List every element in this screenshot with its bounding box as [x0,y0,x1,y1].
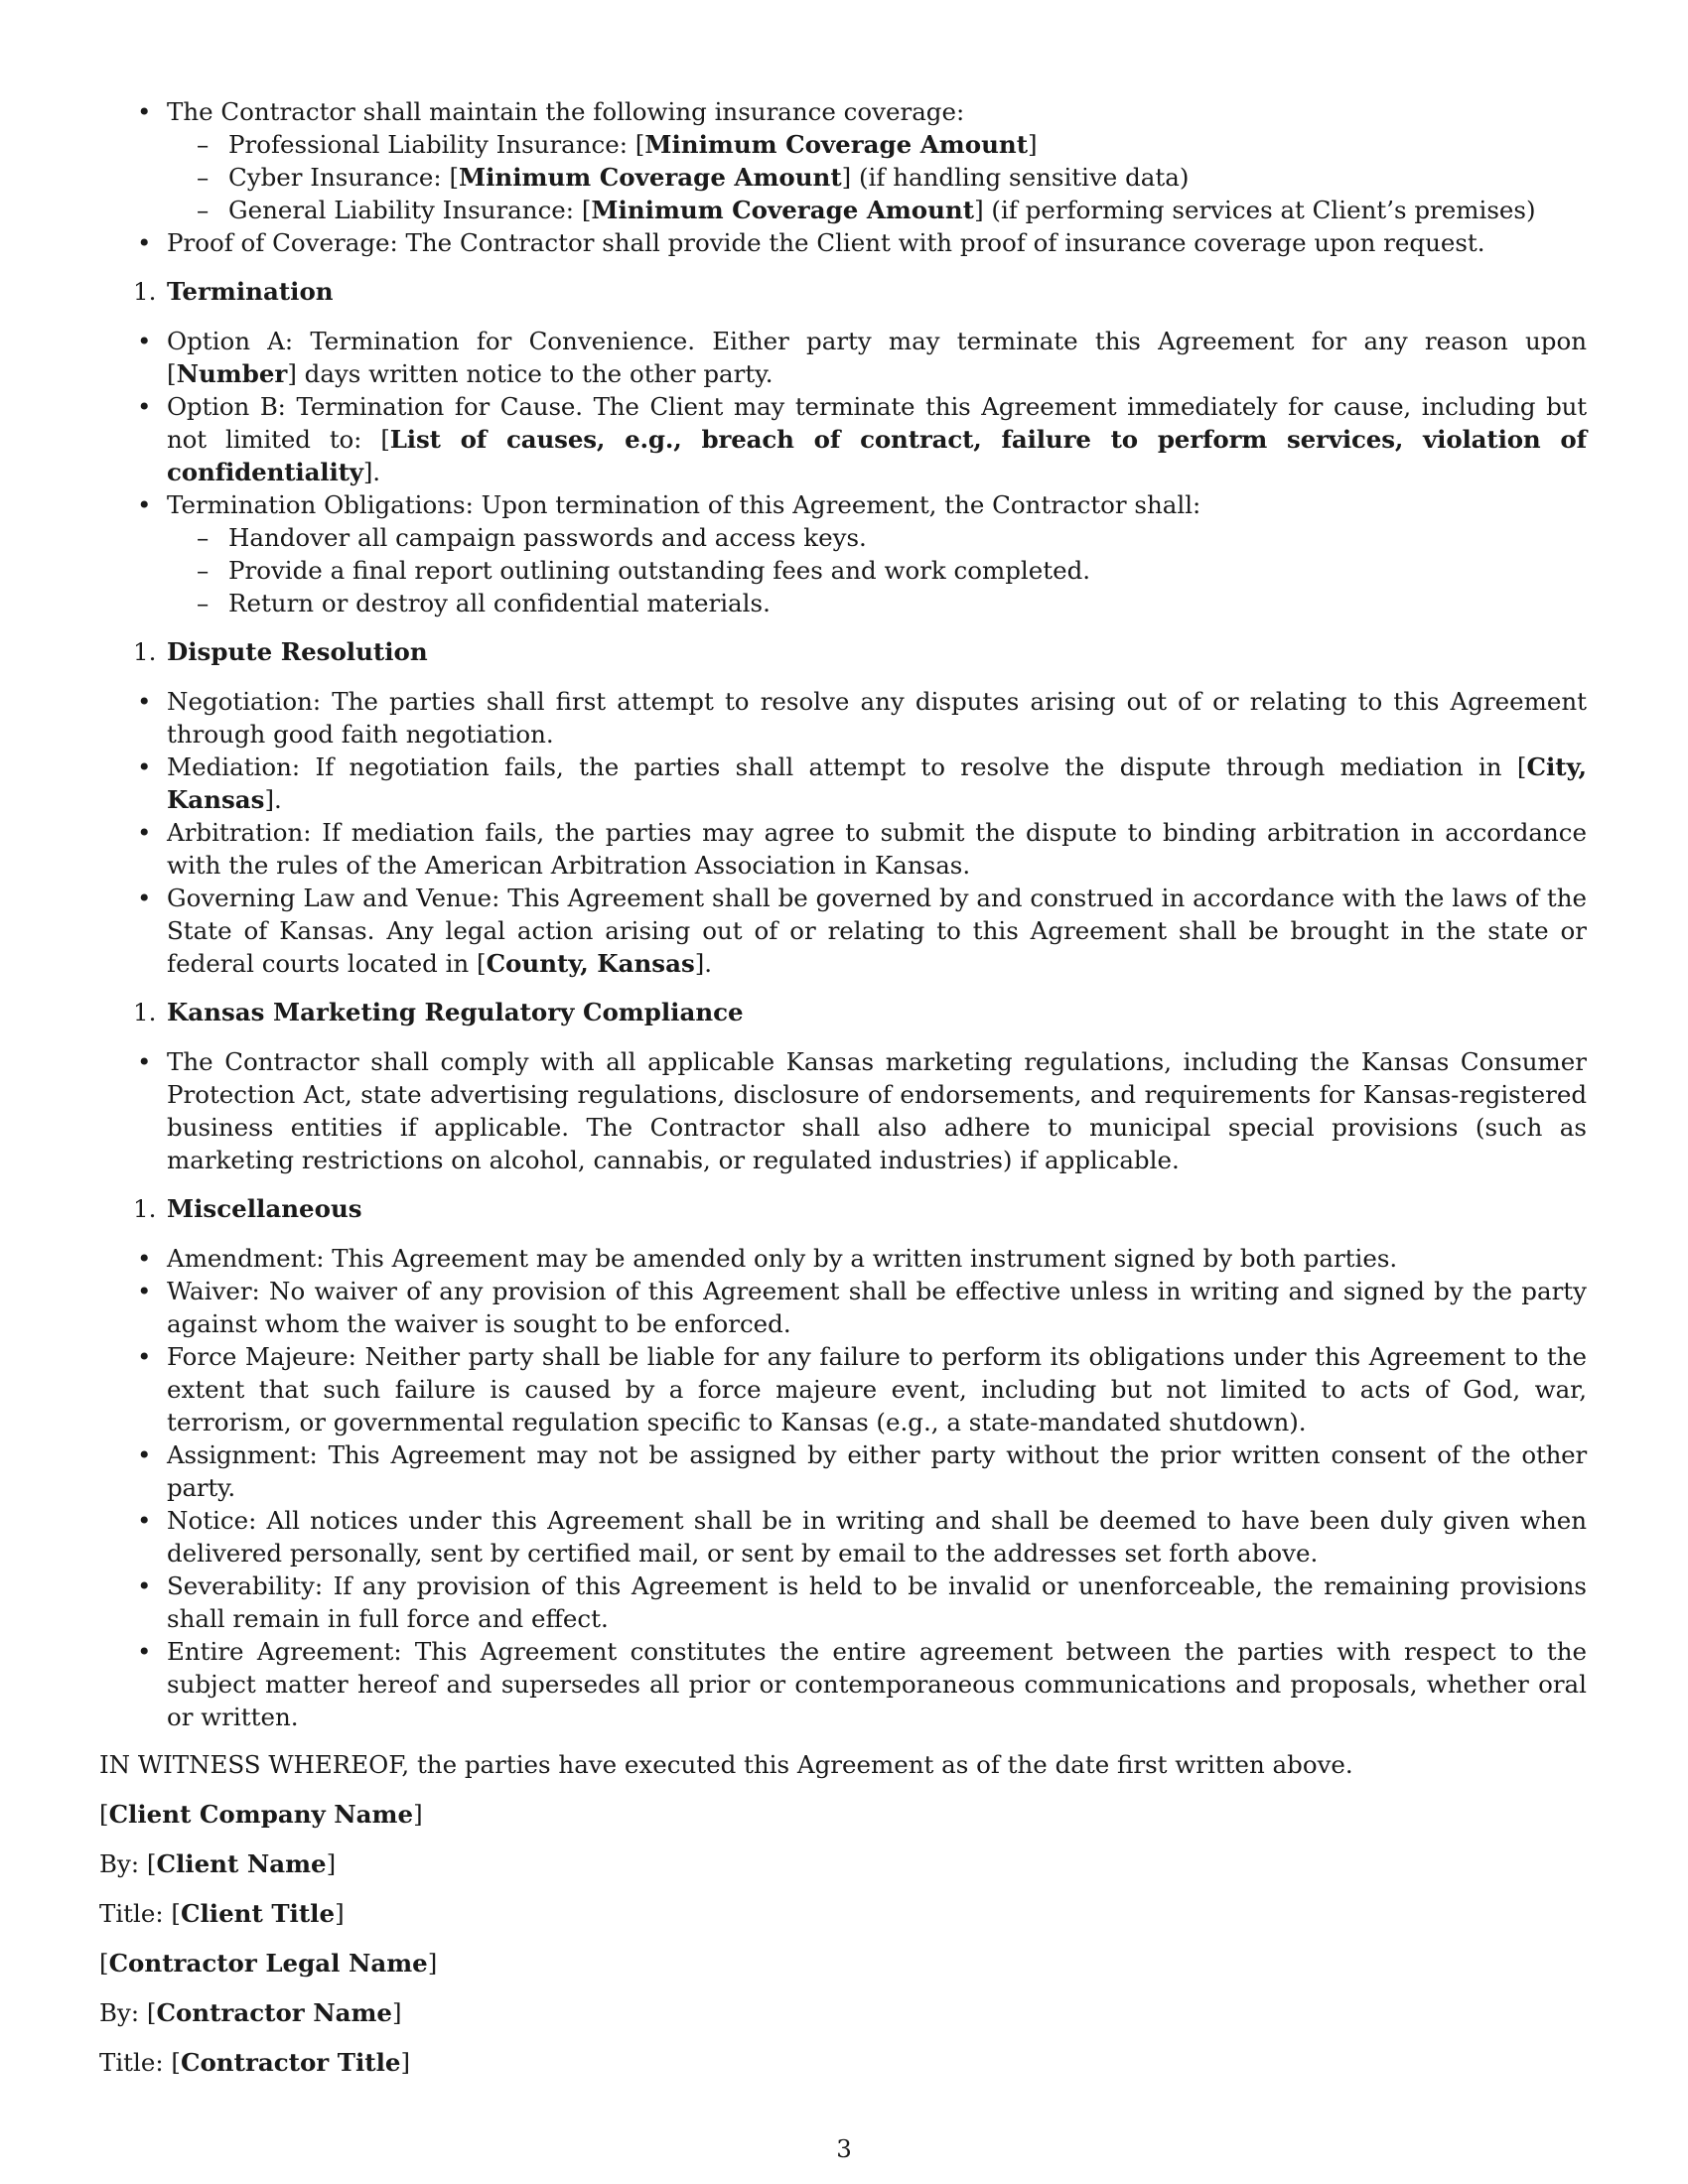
document-page [99,95,1587,2079]
insurance-item-professional: – Professional Liability Insurance: [Minimum Coverage Amount] [167,128,1587,161]
termination-option-b: • Option B: Termination for Cause. The Client may terminate this Agreement immediately for cause, including but not limited to: [List of causes, e.g., breach of contract, failure to perform services, violation of confidentiality]. [99,390,1587,488]
dispute-negotiation: • Negotiation: The parties shall first attempt to resolve any disputes arising out of or relating to this Agreement through good faith negotiation. [99,685,1587,751]
compliance-text: • The Contractor shall comply with all applicable Kansas marketing regulations, including the Kansas Consumer Protection Act, state advertising regulations, disclosure of endorsements, and requirements for Kansas-registered business entities if applicable. The Contractor shall also adhere to municipal special provisions (such as marketing restrictions on alcohol, cannabis, or regulated industries) if applicable. [99,1045,1587,1176]
dispute-mediation: • Mediation: If negotiation fails, the parties shall attempt to resolve the dispute through mediation in [City, Kansas]. [99,751,1587,816]
section-heading-miscellaneous: 1. Miscellaneous [133,1194,362,1223]
client-by-line: By: [Client Name] [99,1849,337,1878]
section-heading-compliance: 1. Kansas Marketing Regulatory Compliance [133,998,744,1026]
section-number: 1. [133,1194,157,1223]
insurance-proof: • Proof of Coverage: The Contractor shall provide the Client with proof of insurance coverage upon request. [99,226,1587,259]
dispute-list [99,685,1587,980]
insurance-list [99,95,1587,259]
misc-force-majeure: • Force Majeure: Neither party shall be liable for any failure to perform its obligations under this Agreement to the extent that such failure is caused by a force majeure event, including but not limited to acts of God, war, terrorism, or governmental regulation specific to Kansas (e.g., a state-mandated shutdown). [99,1340,1587,1438]
section-number: 1. [133,277,157,306]
contractor-title-line: Title: [Contractor Title] [99,2048,411,2077]
list-item: – Handover all campaign passwords and access keys. [167,521,1587,554]
compliance-list [99,1045,1587,1176]
section-number: 1. [133,637,157,666]
section-number: 1. [133,998,157,1026]
termination-list [99,325,1587,619]
insurance-coverage-list [167,128,1587,226]
contractor-legal-name: [Contractor Legal Name] [99,1949,438,1978]
termination-option-a: • Option A: Termination for Convenience. Either party may terminate this Agreement for any reason upon [Number] days written notice to the other party. [99,325,1587,390]
dispute-arbitration: • Arbitration: If mediation fails, the parties may agree to submit the dispute to binding arbitration in accordance with the rules of the American Arbitration Association in Kansas. [99,816,1587,882]
misc-severability: • Severability: If any provision of this Agreement is held to be invalid or unenforceable, the remaining provisions shall remain in full force and effect. [99,1570,1587,1635]
dispute-governing-law: • Governing Law and Venue: This Agreement shall be governed by and construed in accordance with the laws of the State of Kansas. Any legal action arising out of or relating to this Agreement shall be brought in the state or federal courts located in [County, Kansas]. [99,882,1587,980]
insurance-intro: • The Contractor shall maintain the following insurance coverage: – Professional Liability Insurance: [Minimum Coverage Amount] – Cyber Insurance: [Minimum Coverage Amount] (if handling sensitive data) – General Liability Insurance: [Minimum Coverage Amount] (if performing services at Client’s premises) [99,95,1587,226]
list-item: – Return or destroy all confidential materials. [167,587,1587,619]
miscellaneous-list [99,1242,1587,1733]
contractor-by-line: By: [Contractor Name] [99,1998,402,2027]
termination-obligations-list [167,521,1587,619]
misc-entire-agreement: • Entire Agreement: This Agreement constitutes the entire agreement between the parties with respect to the subject matter hereof and supersedes all prior or contemporaneous communications and proposals, whether oral or written. [99,1635,1587,1733]
misc-assignment: • Assignment: This Agreement may not be assigned by either party without the prior written consent of the other party. [99,1438,1587,1504]
insurance-item-cyber: – Cyber Insurance: [Minimum Coverage Amount] (if handling sensitive data) [167,161,1587,194]
misc-waiver: • Waiver: No waiver of any provision of this Agreement shall be effective unless in writing and signed by the party against whom the waiver is sought to be enforced. [99,1275,1587,1340]
page-number: 3 [836,2134,852,2163]
misc-notice: • Notice: All notices under this Agreement shall be in writing and shall be deemed to have been duly given when delivered personally, sent by certified mail, or sent by email to the addresses set forth above. [99,1504,1587,1570]
witness-statement: IN WITNESS WHEREOF, the parties have executed this Agreement as of the date first written above. [99,1750,1353,1779]
client-title-line: Title: [Client Title] [99,1899,345,1928]
client-company-name: [Client Company Name] [99,1800,423,1829]
misc-amendment: • Amendment: This Agreement may be amended only by a written instrument signed by both parties. [99,1242,1587,1275]
list-item: – Provide a final report outlining outstanding fees and work completed. [167,554,1587,587]
termination-obligations: • Termination Obligations: Upon termination of this Agreement, the Contractor shall: – Handover all campaign passwords and access keys. – Provide a final report outlining outstanding fees and work completed. – Return or destroy all confidential materials. [99,488,1587,619]
section-heading-dispute: 1. Dispute Resolution [133,637,428,666]
section-heading-termination: 1. Termination [133,277,334,306]
insurance-item-general: – General Liability Insurance: [Minimum Coverage Amount] (if performing services at Client’s premises) [167,194,1587,226]
